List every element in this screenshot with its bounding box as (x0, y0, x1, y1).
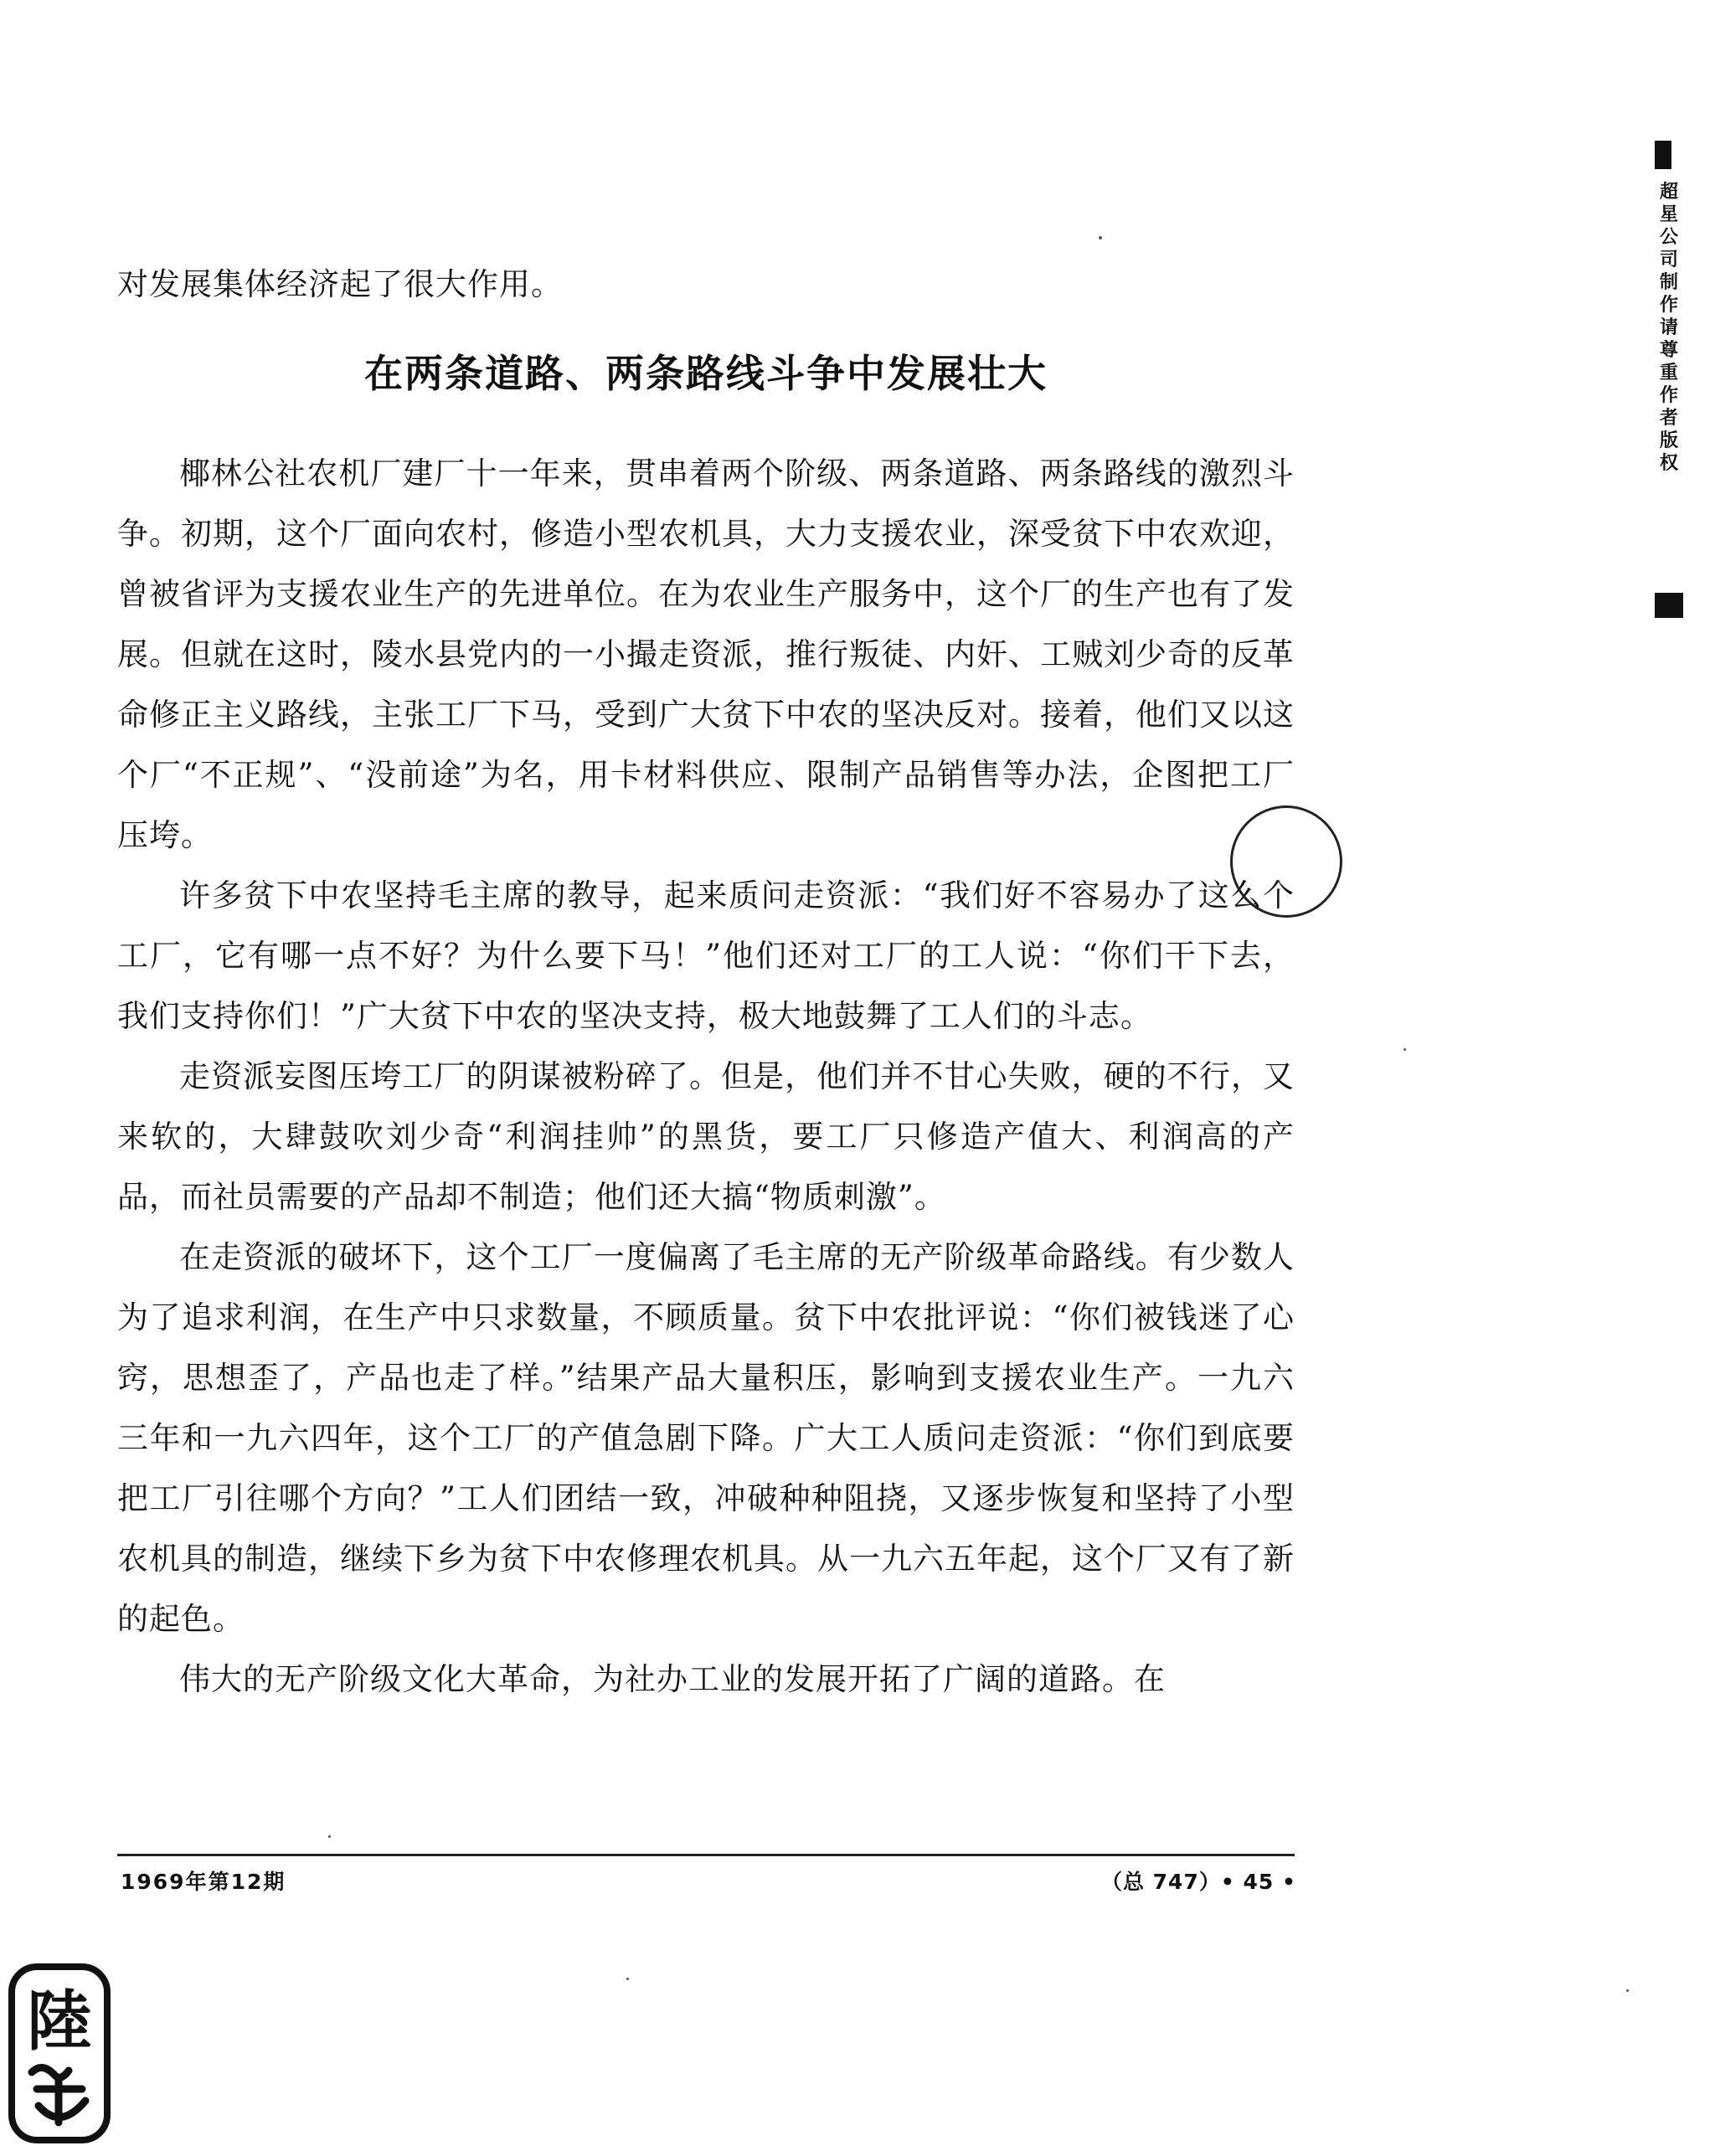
scan-speck (1403, 1048, 1406, 1051)
paragraph-4: 在走资派的破坏下，这个工厂一度偏离了毛主席的无产阶级革命路线。有少数人为了追求利润，在生产中只求数量，不顾质量。贫下中农批评说：“你们被钱迷了心窍，思想歪了，产品也走了样。”结果产品大量积压，影响到支援农业生产。一九六三年和一九六四年，这个工厂的产值急剧下降。广大工人质问走资派：“你们到底要把工厂引往哪个方向？”工人们团结一致，冲破种种阻挠，又逐步恢复和坚持了小型农机具的制造，继续下乡为贫下中农修理农机具。从一九六五年起，这个厂又有了新的起色。 (117, 1239, 1295, 1637)
copyright-side-strip (1655, 141, 1683, 618)
paragraph-5: 伟大的无产阶级文化大革命，为社办工业的发展开拓了广阔的道路。在 (179, 1661, 1166, 1697)
library-seal-stamp (8, 1963, 111, 2143)
paragraph-1: 椰林公社农机厂建厂十一年来，贯串着两个阶级、两条道路、两条路线的激烈斗争。初期，这个厂面向农村，修造小型农机具，大力支援农业，深受贫下中农欢迎，曾被省评为支援农业生产的先进单位。在为农业生产服务中，这个厂的生产也有了发展。但就在这时，陵水县党内的一小撮走资派，推行叛徒、内奸、工贼刘少奇的反革命修正主义路线，主张工厂下马，受到广大贫下中农的坚决反对。接着，他们又以这个厂“不正规”、“没前途”为名，用卡材料供应、限制产品销售等办法，企图把工厂压垮。 (117, 455, 1295, 853)
paragraph-3: 走资派妄图压垮工厂的阴谋被粉碎了。但是，他们并不甘心失败，硬的不行，又来软的，大肆鼓吹刘少奇“利润挂帅”的黑货，要工厂只修造产值大、利润高的产品，而社员需要的产品却不制造；他们还大搞“物质刺激”。 (117, 1058, 1295, 1215)
paragraph-2: 许多贫下中农坚持毛主席的教导，起来质问走资派：“我们好不容易办了这么个工厂，它有哪一点不好？为什么要下马！”他们还对工厂的工人说：“你们干下去，我们支持你们！”广大贫下中农的坚决支持，极大地鼓舞了工人们的斗志。 (117, 877, 1295, 1034)
article-body (117, 444, 1295, 1710)
scan-speck (626, 1978, 629, 1980)
punch-hole-circle (1230, 805, 1342, 918)
article-title: 在两条道路、两条路线斗争中发展壮大 (364, 351, 1048, 396)
strip-marker-bottom (1655, 593, 1683, 618)
strip-marker-top (1655, 141, 1671, 169)
seal-glyph: 陸 (26, 1984, 93, 2060)
scan-speck (1626, 1989, 1629, 1992)
footer-divider (117, 1854, 1295, 1856)
scan-speck (1099, 236, 1102, 239)
opening-line: 对发展集体经济起了很大作用。 (117, 266, 563, 302)
footer-page-number: （总 747）• 45 • (1100, 1870, 1296, 1894)
copyright-notice: 超星公司制作请尊重作者版权 (1659, 182, 1678, 474)
footer-issue: 1969年第12期 (121, 1870, 286, 1894)
scan-speck (328, 1835, 331, 1838)
